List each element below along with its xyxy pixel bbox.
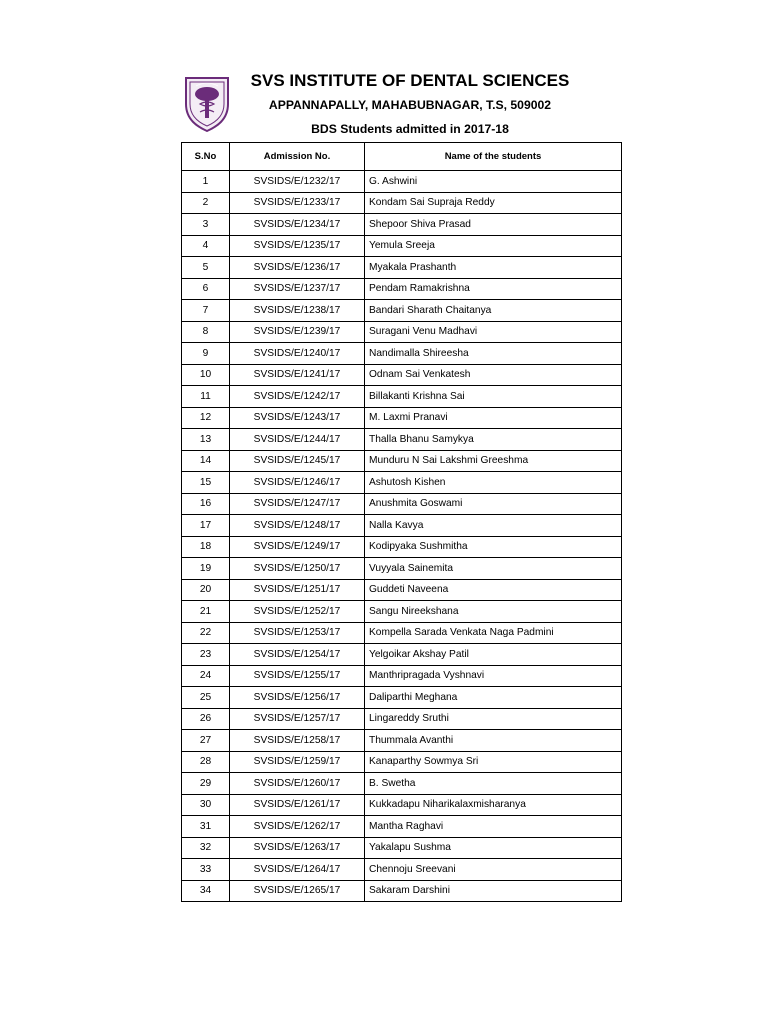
cell-student-name: Myakala Prashanth (365, 257, 622, 279)
cell-student-name: Vuyyala Sainemita (365, 558, 622, 580)
table-row (182, 708, 622, 730)
cell-sno: 24 (182, 665, 230, 687)
institute-name: SVS INSTITUTE OF DENTAL SCIENCES (250, 71, 570, 90)
institute-address: APPANNAPALLY, MAHABUBNAGAR, T.S, 509002 (268, 98, 552, 112)
cell-sno: 25 (182, 687, 230, 709)
cell-sno: 34 (182, 880, 230, 902)
cell-student-name: Pendam Ramakrishna (365, 278, 622, 300)
cell-student-name: Ashutosh Kishen (365, 472, 622, 494)
table-row (182, 536, 622, 558)
cell-student-name: Munduru N Sai Lakshmi Greeshma (365, 450, 622, 472)
table-row (182, 730, 622, 752)
cell-student-name: Kondam Sai Supraja Reddy (365, 192, 622, 214)
cell-sno: 22 (182, 622, 230, 644)
cell-admission-no: SVSIDS/E/1233/17 (230, 192, 365, 214)
table-row (182, 880, 622, 902)
table-row (182, 364, 622, 386)
cell-student-name: Lingareddy Sruthi (365, 708, 622, 730)
cell-sno: 19 (182, 558, 230, 580)
table-row (182, 321, 622, 343)
list-subtitle: BDS Students admitted in 2017-18 (311, 122, 509, 136)
cell-student-name: Yemula Sreeja (365, 235, 622, 257)
students-table (181, 142, 622, 902)
cell-admission-no: SVSIDS/E/1248/17 (230, 515, 365, 537)
cell-student-name: Suragani Venu Madhavi (365, 321, 622, 343)
column-header-student-name: Name of the students (365, 143, 622, 171)
cell-admission-no: SVSIDS/E/1244/17 (230, 429, 365, 451)
cell-admission-no: SVSIDS/E/1245/17 (230, 450, 365, 472)
table-row (182, 601, 622, 623)
cell-student-name: Mantha Raghavi (365, 816, 622, 838)
table-row (182, 644, 622, 666)
table-row (182, 773, 622, 795)
table-row (182, 859, 622, 881)
table-row (182, 300, 622, 322)
cell-admission-no: SVSIDS/E/1264/17 (230, 859, 365, 881)
table-row (182, 665, 622, 687)
cell-sno: 29 (182, 773, 230, 795)
cell-sno: 8 (182, 321, 230, 343)
cell-student-name: Thalla Bhanu Samykya (365, 429, 622, 451)
cell-student-name: Guddeti Naveena (365, 579, 622, 601)
table-row (182, 515, 622, 537)
table-header-row (182, 143, 622, 171)
cell-admission-no: SVSIDS/E/1232/17 (230, 171, 365, 193)
cell-student-name: B. Swetha (365, 773, 622, 795)
cell-student-name: Chennoju Sreevani (365, 859, 622, 881)
cell-sno: 17 (182, 515, 230, 537)
cell-sno: 2 (182, 192, 230, 214)
table-row (182, 429, 622, 451)
cell-admission-no: SVSIDS/E/1238/17 (230, 300, 365, 322)
table-row (182, 794, 622, 816)
cell-student-name: Billakanti Krishna Sai (365, 386, 622, 408)
table-row (182, 343, 622, 365)
cell-student-name: Kompella Sarada Venkata Naga Padmini (365, 622, 622, 644)
cell-admission-no: SVSIDS/E/1235/17 (230, 235, 365, 257)
cell-admission-no: SVSIDS/E/1253/17 (230, 622, 365, 644)
table-row (182, 493, 622, 515)
table-row (182, 816, 622, 838)
cell-sno: 27 (182, 730, 230, 752)
cell-sno: 18 (182, 536, 230, 558)
cell-sno: 33 (182, 859, 230, 881)
cell-admission-no: SVSIDS/E/1239/17 (230, 321, 365, 343)
cell-admission-no: SVSIDS/E/1262/17 (230, 816, 365, 838)
cell-student-name: Sangu Nireekshana (365, 601, 622, 623)
cell-admission-no: SVSIDS/E/1241/17 (230, 364, 365, 386)
cell-sno: 6 (182, 278, 230, 300)
table-row (182, 407, 622, 429)
table-row (182, 579, 622, 601)
table-row (182, 171, 622, 193)
cell-student-name: Thummala Avanthi (365, 730, 622, 752)
cell-admission-no: SVSIDS/E/1251/17 (230, 579, 365, 601)
table-row (182, 450, 622, 472)
cell-sno: 3 (182, 214, 230, 236)
cell-sno: 1 (182, 171, 230, 193)
table-row (182, 278, 622, 300)
cell-sno: 7 (182, 300, 230, 322)
cell-admission-no: SVSIDS/E/1256/17 (230, 687, 365, 709)
cell-admission-no: SVSIDS/E/1263/17 (230, 837, 365, 859)
cell-student-name: Odnam Sai Venkatesh (365, 364, 622, 386)
cell-admission-no: SVSIDS/E/1234/17 (230, 214, 365, 236)
cell-student-name: Yakalapu Sushma (365, 837, 622, 859)
cell-student-name: Nandimalla Shireesha (365, 343, 622, 365)
cell-admission-no: SVSIDS/E/1249/17 (230, 536, 365, 558)
cell-student-name: Yelgoikar Akshay Patil (365, 644, 622, 666)
cell-sno: 31 (182, 816, 230, 838)
cell-sno: 26 (182, 708, 230, 730)
cell-student-name: M. Laxmi Pranavi (365, 407, 622, 429)
cell-student-name: Sakaram Darshini (365, 880, 622, 902)
cell-student-name: Shepoor Shiva Prasad (365, 214, 622, 236)
cell-admission-no: SVSIDS/E/1242/17 (230, 386, 365, 408)
table-row (182, 472, 622, 494)
cell-admission-no: SVSIDS/E/1247/17 (230, 493, 365, 515)
cell-admission-no: SVSIDS/E/1260/17 (230, 773, 365, 795)
column-header-sno: S.No (182, 143, 230, 171)
cell-sno: 11 (182, 386, 230, 408)
table-row (182, 235, 622, 257)
cell-student-name: Manthripragada Vyshnavi (365, 665, 622, 687)
table-row (182, 558, 622, 580)
cell-student-name: Kanaparthy Sowmya Sri (365, 751, 622, 773)
cell-admission-no: SVSIDS/E/1265/17 (230, 880, 365, 902)
cell-sno: 4 (182, 235, 230, 257)
cell-sno: 23 (182, 644, 230, 666)
cell-sno: 12 (182, 407, 230, 429)
column-header-admission-no: Admission No. (230, 143, 365, 171)
cell-student-name: G. Ashwini (365, 171, 622, 193)
table-row (182, 751, 622, 773)
cell-sno: 5 (182, 257, 230, 279)
cell-student-name: Kukkadapu Niharikalaxmisharanya (365, 794, 622, 816)
table-row (182, 837, 622, 859)
table-row (182, 386, 622, 408)
cell-admission-no: SVSIDS/E/1250/17 (230, 558, 365, 580)
cell-admission-no: SVSIDS/E/1236/17 (230, 257, 365, 279)
cell-sno: 15 (182, 472, 230, 494)
cell-admission-no: SVSIDS/E/1254/17 (230, 644, 365, 666)
table-row (182, 257, 622, 279)
cell-sno: 30 (182, 794, 230, 816)
cell-admission-no: SVSIDS/E/1240/17 (230, 343, 365, 365)
cell-sno: 21 (182, 601, 230, 623)
cell-student-name: Anushmita Goswami (365, 493, 622, 515)
cell-admission-no: SVSIDS/E/1243/17 (230, 407, 365, 429)
cell-admission-no: SVSIDS/E/1259/17 (230, 751, 365, 773)
cell-admission-no: SVSIDS/E/1261/17 (230, 794, 365, 816)
cell-admission-no: SVSIDS/E/1257/17 (230, 708, 365, 730)
cell-admission-no: SVSIDS/E/1246/17 (230, 472, 365, 494)
cell-sno: 16 (182, 493, 230, 515)
cell-student-name: Daliparthi Meghana (365, 687, 622, 709)
table-row (182, 622, 622, 644)
cell-sno: 14 (182, 450, 230, 472)
cell-student-name: Bandari Sharath Chaitanya (365, 300, 622, 322)
cell-admission-no: SVSIDS/E/1237/17 (230, 278, 365, 300)
cell-sno: 20 (182, 579, 230, 601)
cell-sno: 10 (182, 364, 230, 386)
cell-sno: 28 (182, 751, 230, 773)
cell-student-name: Kodipyaka Sushmitha (365, 536, 622, 558)
cell-admission-no: SVSIDS/E/1258/17 (230, 730, 365, 752)
table-row (182, 687, 622, 709)
cell-admission-no: SVSIDS/E/1255/17 (230, 665, 365, 687)
table-row (182, 192, 622, 214)
cell-sno: 32 (182, 837, 230, 859)
cell-admission-no: SVSIDS/E/1252/17 (230, 601, 365, 623)
cell-student-name: Nalla Kavya (365, 515, 622, 537)
table-row (182, 214, 622, 236)
cell-sno: 9 (182, 343, 230, 365)
cell-sno: 13 (182, 429, 230, 451)
